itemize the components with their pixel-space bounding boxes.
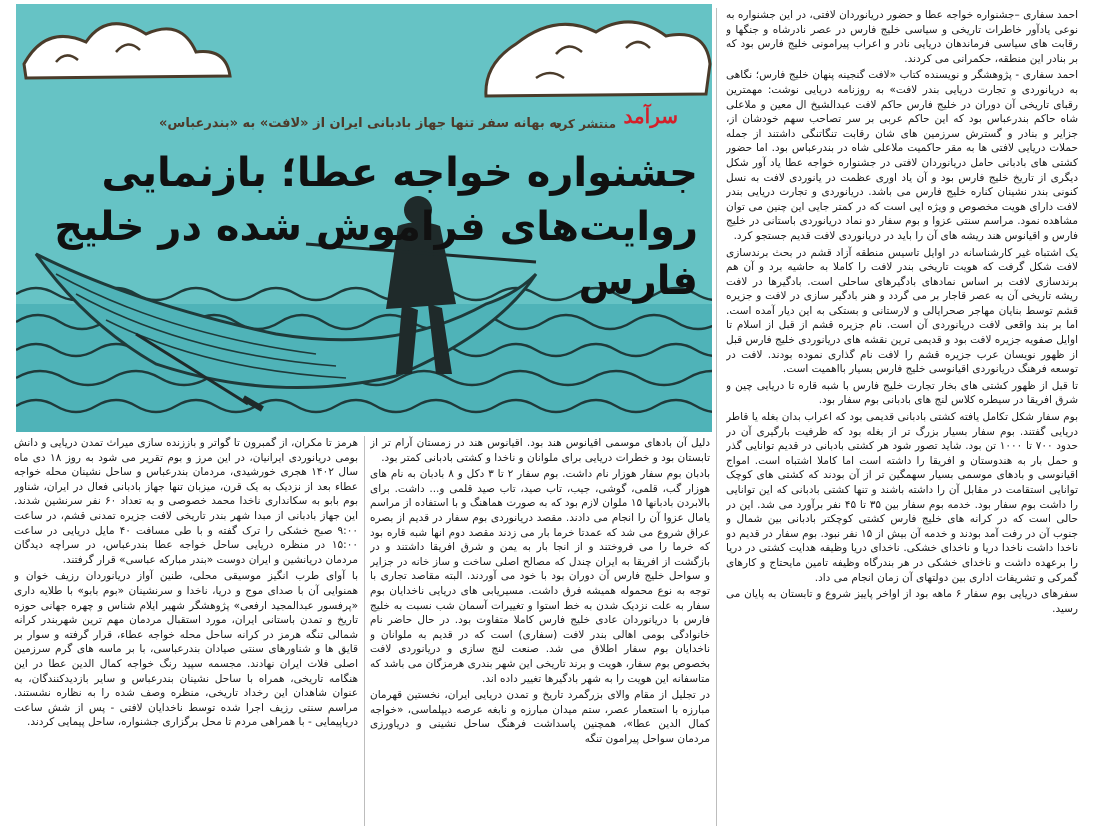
paragraph: دلیل آن بادهای موسمی اقیانوس هند بود. اقیانوس هند در زمستان آرام تر از تابستان بود و خطرات دریایی برای ملوانان و ناخدا و کشتی بادبانی کمتر بود. — [370, 437, 710, 464]
article-column-right — [726, 8, 1078, 826]
hero-kicker: به بهانه سفر تنها جهاز بادبانی ایران از «لافت» به «بندرعباس» — [159, 116, 562, 131]
paragraph: احمد سفاری –جشنواره خواجه عطا و حضور دریانوردان لافتی، در این جشنواره به نوعی یادآور خاطرات تاریخی و سیاسی خلیج فارس در عصر نادرشاه و جنگها و رقابت های سیاسی فرماندهان دریایی نادر و اعراب پیرامونی خلیج فارس بود که بر بنادر این منطقه، حکمرانی می کردند. — [726, 9, 1078, 65]
hero-illustration — [16, 4, 712, 432]
column-divider — [364, 436, 365, 826]
paragraph: یک اشتباه غیر کارشناسانه در اوایل تاسیس منطقه آزاد قشم در بحث برندسازی لافت شکل گرفت که هویت تاریخی بندر لافت را کاملا به حاشیه برد و آن هم برندسازی لافت بر اساس نمادهای بادگیرهای ساحلی است. بادگیرها در لافت ریشه تاریخی آن به عصر قاجار بر می گردد و هنر بادگیر سازی در لافت و جزیره قشم توسط بنایان مهاجر صحرایالی و لارستانی و بستکی به این دیار آمده است. اما بر بند واقعی لافت دریانوردی آن است. نام جزیره قشم از قبل از اسلام تا اوایل صفویه جزیره لافت بود و قدیمی ترین نقشه های دریانوردی خلیج فارس قبل از ظهور نویسان عرب جزیره قشم را لافت نام گذاری نموده بودند. لافت در توسعه فرهنگ دریانوردی اقیانوسی خلیج فارس بسیار بااهمیت است. — [726, 246, 1078, 376]
article-column-middle — [370, 436, 710, 826]
column-divider — [716, 8, 717, 826]
paragraph: هرمز تا مکران، از گمبرون تا گواتر و باززنده سازی میراث تمدن دریایی و دانش بومی دریانوردی ایرانیان، در این مرز و بوم تقریر می شود به روز ۱۸ دی ماه سال ۱۴۰۲ هجری خورشیدی، مردمان بندرعباس و ساحل نشینان محله خواجه عطاء بعد از نزدیک به یک قرن، میزبان تنها جهاز بادبانی فعال در ایران، شناور بوم بابو به سکانداری ناخدا محمد خصوصی و به تعداد ۶۰ نفر سرنشین شدند. این جهاز بادبانی از مبدا شهر بندر تاریخی لافت جزیره تمدنی قشم، در ساعت ۹:۰۰ صبح خشکی را ترک گفته و با طی مسافت ۴۰ مایل دریایی در ساعت ۱۵:۰۰ در منظره دریایی ساحل خواجه عطا بندرعباس، در سراچه دیدگان مردمان دریانشین و ایران دوست «بندر مبارکه عباسی» قرار گرفتند. — [14, 437, 358, 566]
paragraph: بادبان بوم سفار هوزار نام داشت. بوم سفار ۲ تا ۳ دکل و ۸ بادبان به نام های هوزار گب، قلمی، گوشی، جیب، تاب صید، تاب صید قلمی و... داشت. برای بالابردن بادبانها ۱۵ ملوان لازم بود که به صورت هماهنگ و با استفاده از مراسم یامال عزوا آن را انجام می دادند. مقصد دریانوردی بوم سفار در قدیم از بصره عراق شروع می شد که عمدتا خرما بار می زدند مقصد دوم انها شبه قاره بود که خرما را می فروختند و از انجا بار به یمن و شرق افریقا داشتند و در بازگشت از افریقا به ایران چندل که مصالح اصلی ساخت و ساز خانه در جزایر و سواحل خلیج فارس آن دوران بود با خود می آوردند. البته مقاصد تجاری با توجه به نوع محموله همیشه فرق داشت. مسیریابی های دریایی ناخدایان بوم سفار به علت نزدیک شدن به خط استوا و تغییرات آسمان شب نسبت به خلیج فارس با دریانوردان عادی خلیج فارس کاملا متفاوت بود. در حال حاضر نام خانوادگی بومی اهالی بندر لافت (سفاری) است که در قدیم به ملوانان و ناخدایان بوم سفار اطلاق می شد. صنعت لنج سازی و دریانوردی لافت بخصوص بوم سفار، هویت و برند تاریخی این شهر بندری هرمزگان می باشد که متاسفانه این هویت را به شهر بادگیرها تغییر داده اند. — [370, 468, 710, 685]
paragraph: با آوای طرب انگیز موسیقی محلی، طنین آواز دریانوردان رزیف خوان و همنوایی آن با صدای موج و دریا، ناخدا و سرنشینان «بوم بابو» با طلایه داری «پرفسور عبدالمجید ارفعی» پژوهشگر شهیر ایلام شناس و چهره جهانی حوزه تاریخ و تمدن باستانی ایران، مورد استقبال مردمان مهم ترین شهربندر کرانه شمالی تنگه هرمز در کرانه ساحل محله خواجه عطاء، قرار گرفته و سوار بر قایق ها و شناورهای سنتی صیادان بندرعباسی، با بر ماسه های گرم سرزمین اصلی فلات ایران نهادند. مجسمه سپید رنگ خواجه کمال الدین عطا در این هنگامه تاریخی، همراه با ساحل نشینان بندرعباس و سایر بازدیدکنندگان، به عنوان شاهدان این رخداد تاریخی، منظره وصف شده را به نظاره نشستند. مراسم سنتی رزیف اجرا شده توسط ناخدایان لافتی - پس از شش ساعت دریاپیمایی - با همراهی مردم تا محل برگزاری جشنواره، ساحل پیمایی کردند. — [14, 570, 358, 729]
brand-logo: سرآمد — [623, 104, 678, 128]
paragraph: در تجلیل از مقام والای بزرگمرد تاریخ و تمدن دریایی ایران، نخستین قهرمان مبارزه با استعمار عصر، ستم میدان مبارزه و نابغه عرصه دیپلماسی، «خواجه کمال الدین عطا»، همچنین پاسداشت فرهنگ ساحل نشینی و دریاورزی مردمان سواحل پیرامون تنگه — [370, 689, 710, 745]
article-column-left — [14, 436, 358, 826]
paragraph: بوم سفار شکل تکامل یافته کشتی بادبانی قدیمی بود که اعراب بدان بغله یا قاطر دریایی گفتند. بوم سفار بسیار بزرگ تر از بغله بود که ظرفیت بارگیری آن در حدود ۷۰۰ تا ۱۰۰۰ تن بود. شاید تصور شود هر کشتی بادبانی در قدیم توانایی گذر و حمل بار به هندوستان و افریقا را داشته است اما کاملا اشتباه است. امواج اقیانوسی و بادهای موسمی بسیار سهمگین تر از آن بودند که کشتی های کوچک توانایی استقامت در مقابل آن را داشته باشند و تنها کشتی بادبانی که این توانایی را داشت بوم سفار بود. خدمه بوم سفار بین ۳۵ تا ۴۵ نفر برآورد می شد. این در حالی است که در کرانه های خلیج فارس کشتی کوچکتر بادبانی بین شمال و جنوب آن در رفت آمد بودند و خدمه آن بیش از ۱۵ نفر نبود. بوم سفار در قدیم دو ناخدا داشت ناخدا دریا و ناخدای خشکی. ناخدای دریا وظیفه هدایت کشتی در دریا را برعهده داشت و ناخدای خشکی در هر بندرگاه وظیفه تامین مایحتاج و کارهای گمرکی و تشریفات اداری بین دولتهای آن زمان انجام می داد. — [726, 411, 1078, 584]
paragraph: سفرهای دریایی بوم سفار ۶ ماهه بود از اواخر پاییز شروع و تابستان به پایان می رسید. — [726, 588, 1078, 615]
publisher-suffix: منتشر کرد — [554, 117, 616, 131]
paragraph: احمد سفاری - پژوهشگر و نویسنده کتاب «لافت گنجینه پنهان خلیج فارس؛ نگاهی به دریانوردی و تجارت دریایی بندر لافت» به روزنامه دریایی نوشت: مهمترین رقبای تاریخی آن دوران در خلیج فارس حاکم لافت عبدالشیخ ال معین و ملاعلی شاه حاکم بندرعباس بود که این حاکم عربی بر سر تصاحب سهم خودشان از، جزایر و بنادر و گسترش سرزمین های شان رقابت تنگاتنگی داشتند از جمله حملات دریایی لافتی ها به مقر حاکمیت ملاعلی شاه در بندرعباس بود. اما حضور کشتی های بادبانی حامل دریانوردان لافتی در جشنواره خواجه عطا یاد آور شکل دیگری از تاریخ خلیج فارس بود و آن یاد اوری عظمت در یانوردی لافت به نسل کنونی بندر نشینان کناره خلیج فارس می باشد. دریانوردی و تجارت دریایی بندر لافت دارای هویت مخصوص و ویژه ایی است که در کمتر جایی این چنین می توان مشاهده نمود. مراسم سنتی عزوا و بوم سفار دو نماد دریانوردی باستانی در خلیج فارس و اقیانوس هند ریشه های آن را باید در دریانوردی لافت قدیم جستجو کرد. — [726, 69, 1078, 242]
paragraph: تا قبل از ظهور کشتی های بخار تجارت خلیج فارس با شبه قاره تا دریایی چین و شرق افریقا در سیطره کلاس لنج های بادبانی بوم سفار بود. — [726, 379, 1078, 407]
page-title: جشنواره خواجه عطا؛ بازنمایی روایت‌های فراموش شده در خلیج فارس — [54, 150, 698, 304]
